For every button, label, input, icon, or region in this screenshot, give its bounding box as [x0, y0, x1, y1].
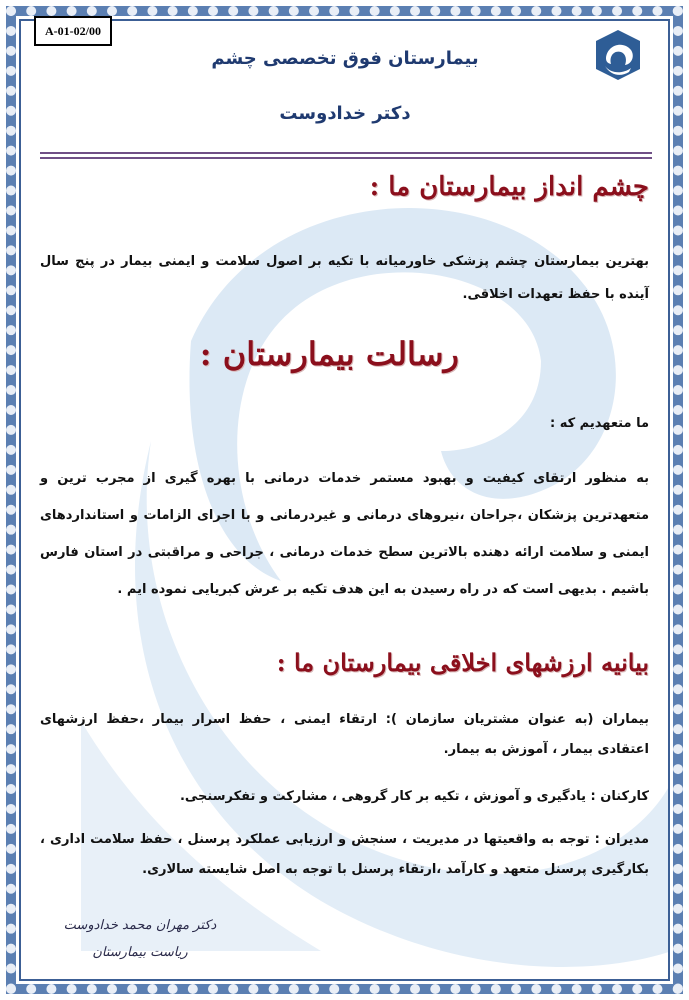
values-staff: کارکنان : یادگیری و آموزش ، تکیه بر کار گروهی ، مشارکت و تفکرسنجی.	[179, 789, 649, 804]
vision-text: بهترین بیمارستان چشم پزشکی خاورمیانه با تکیه بر اصول سلامت و ایمنی بیمار در پنج سال آینده با حفظ تعهدات اخلاقی.	[40, 254, 649, 302]
doctor-name: دکتر خدادوست	[279, 103, 411, 124]
vision-heading: چشم انداز بیمارستان ما :	[369, 172, 649, 202]
mission-heading: رسالت بیمارستان :	[199, 335, 459, 373]
header-divider-double	[40, 157, 652, 159]
eye-logo-icon	[593, 28, 643, 82]
signature-name: دکتر مهران محمد خدادوست	[63, 918, 217, 933]
values-managers: مدیران : توجه به واقعیتها در مدیریت ، سنجش و ارزیابی عملکرد پرسنل ، حفظ سلامت اداری ، بکارگیری پرسنل متعهد و کارآمد ،ارتقاء پرسنل با توجه به اصل شایسته سالاری.	[40, 832, 649, 877]
hospital-name: بیمارستان فوق تخصصی چشم	[211, 48, 479, 69]
mission-text: به منظور ارتقای کیفیت و بهبود مستمر خدمات درمانی با بهره گیری از مجرب ترین و متعهدترین پزشکان ،جراحان ،نیروهای درمانی و غیردرمانی و با اجرای الزامات و استانداردهای ایمنی و سلامت ارائه دهنده بالاترین سطح خدمات درمانی ، جراحی و مراقبتی در استان فارس باشیم . بدیهی است که در راه رسیدن به این هدف تکیه بر عرش کبریایی نموده ایم .	[40, 471, 649, 597]
document-code: A-01-02/00	[34, 16, 112, 46]
mission-intro: ما متعهدیم که :	[549, 416, 649, 431]
values-heading: بیانیه ارزشهای اخلاقی بیمارستان ما :	[276, 648, 649, 677]
signature-title: ریاست بیمارستان	[92, 945, 188, 960]
values-patients: بیماران (به عنوان مشتریان سازمان ): ارتقاء ایمنی ، حفظ اسرار بیمار ،حفظ ارزشهای اعتقادی بیمار ، آموزش به بیمار.	[40, 712, 649, 757]
header-divider	[40, 152, 652, 154]
